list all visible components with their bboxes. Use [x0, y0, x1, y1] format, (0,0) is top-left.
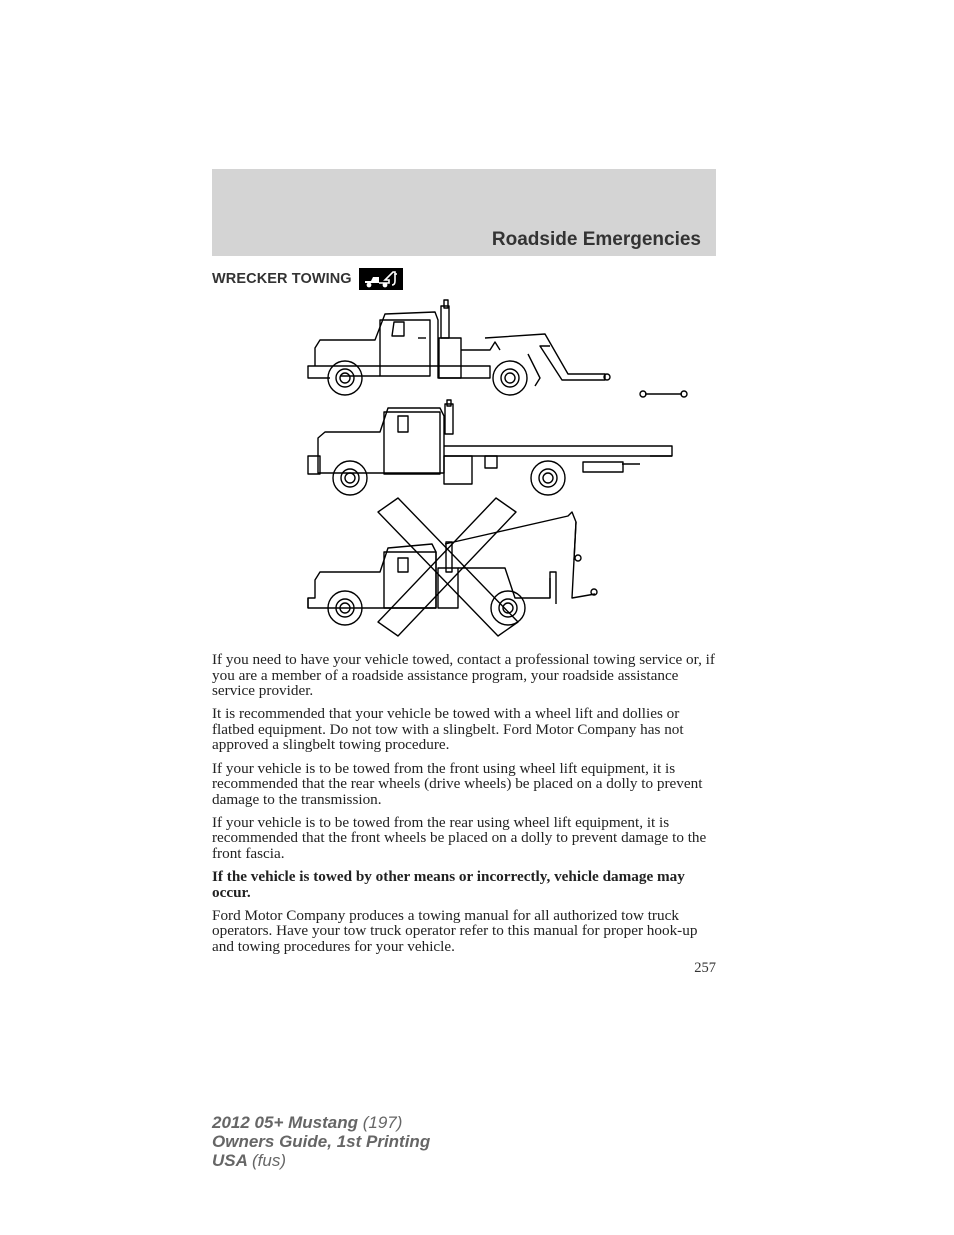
paragraph-recommended-equipment: It is recommended that your vehicle be towed with a wheel lift and dollies or flatbed equipment. Do not tow with a slingbelt. Ford Motor Company has not approved a slingbelt towing procedure. [212, 705, 684, 754]
footer-region-code: (fus) [252, 1151, 286, 1170]
body-text [212, 652, 718, 962]
footer-line-3 [212, 1151, 430, 1170]
chapter-title: Roadside Emergencies [491, 229, 701, 250]
section-title: WRECKER TOWING [212, 271, 352, 287]
tow-truck-icon [359, 268, 403, 290]
warning-text: If the vehicle is towed by other means or incorrectly, vehicle damage may occur. [212, 868, 685, 901]
header-band [212, 169, 716, 256]
footer-line-2: Owners Guide, 1st Printing [212, 1132, 431, 1151]
paragraph-front-tow: If your vehicle is to be towed from the front using wheel lift equipment, it is recommended that the rear wheels (drive wheels) be placed on a dolly to prevent damage to the transmission. [212, 759, 703, 808]
footer-line-1 [212, 1113, 430, 1132]
paragraph-towing-manual: Ford Motor Company produces a towing manual for all authorized tow truck operators. Have your tow truck operator refer to this manual for proper hook-up and towing procedures for your vehicle. [212, 906, 698, 955]
section-heading [212, 268, 403, 290]
paragraph-contact-towing: If you need to have your vehicle towed, contact a professional towing service or, if you are a member of a roadside assistance program, your roadside assistance service provider. [212, 651, 715, 700]
footer-region: USA [212, 1151, 248, 1170]
footer-model-code: (197) [362, 1113, 403, 1132]
paragraph-rear-tow: If your vehicle is to be towed from the rear using wheel lift equipment, it is recommended that the front wheels be placed on a dolly to prevent damage to the front fascia. [212, 813, 707, 863]
page-number: 257 [694, 960, 716, 976]
slingbelt-tow-truck-crossed-out [308, 498, 597, 636]
footer [212, 1113, 430, 1170]
flatbed-tow-truck [308, 400, 672, 495]
footer-model: 2012 05+ Mustang [212, 1113, 358, 1132]
towing-methods-illustration [300, 298, 700, 638]
wheel-lift-tow-truck [308, 300, 687, 397]
